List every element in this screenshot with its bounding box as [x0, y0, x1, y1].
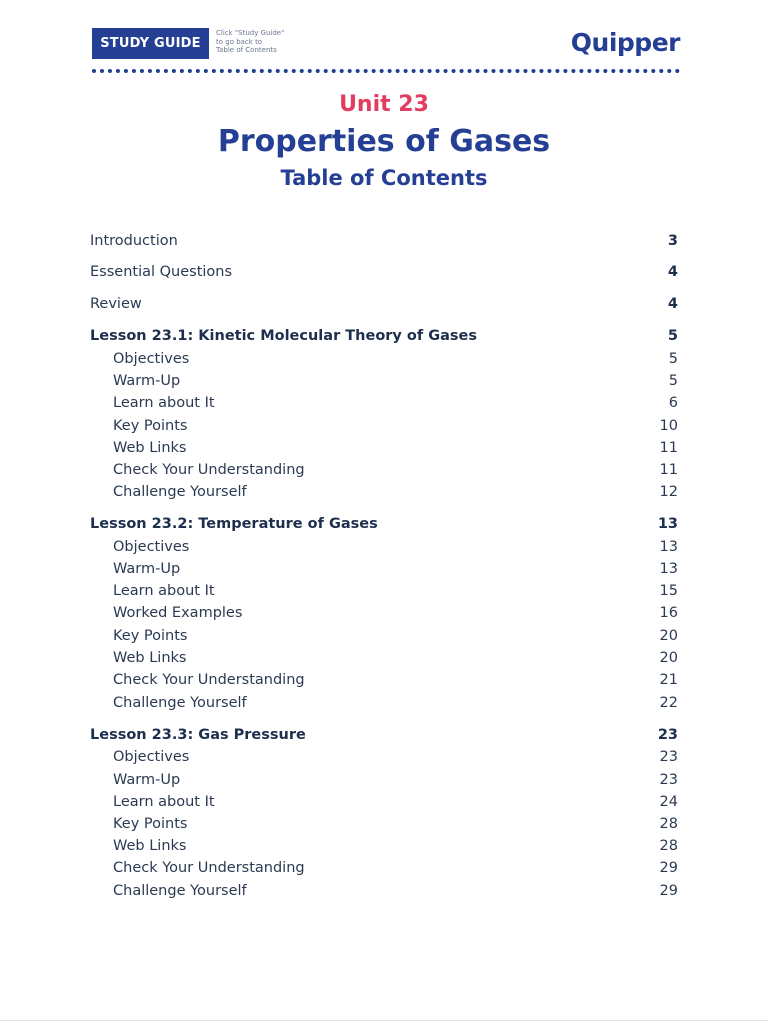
- toc-entry-label: Lesson 23.2: Temperature of Gases: [90, 516, 378, 532]
- toc-page-number: 29: [659, 860, 678, 876]
- toc-page-number: 21: [659, 672, 678, 688]
- toc-subsection-row[interactable]: [113, 370, 678, 392]
- toc-page-number: 13: [659, 539, 678, 555]
- toc-subsection-row[interactable]: [113, 835, 678, 857]
- quipper-logo: Quipper: [570, 28, 680, 57]
- study-guide-hint: [216, 29, 306, 55]
- toc-subsection-row[interactable]: [113, 481, 678, 503]
- toc-page-number: 4: [667, 264, 678, 280]
- toc-entry-label: Web Links: [113, 650, 187, 666]
- toc-subsection-row[interactable]: [113, 625, 678, 647]
- toc-entry-label: Lesson 23.1: Kinetic Molecular Theory of Gases: [90, 328, 478, 344]
- toc-entry-label: Learn about It: [113, 794, 215, 810]
- toc-lesson-row[interactable]: [90, 724, 678, 746]
- toc-page-number: 4: [667, 296, 678, 312]
- unit-label: Unit 23: [339, 92, 429, 117]
- hint-line: Click "Study Guide": [216, 29, 285, 37]
- toc-page-number: 10: [659, 418, 678, 434]
- toc-page-number: 11: [659, 462, 678, 478]
- toc-subsection-row[interactable]: [113, 880, 678, 902]
- toc-subsection-row[interactable]: [113, 536, 678, 558]
- toc-entry-label: Challenge Yourself: [113, 695, 247, 711]
- toc-subsection-row[interactable]: [113, 415, 678, 437]
- toc-page-number: 23: [659, 749, 678, 765]
- toc-page-number: 5: [668, 351, 678, 367]
- toc-page-number: 3: [667, 233, 678, 249]
- header-divider: [92, 69, 680, 74]
- page-bottom-rule: [0, 1020, 768, 1021]
- toc-page-number: 28: [659, 838, 678, 854]
- toc-entry-label: Objectives: [113, 351, 190, 367]
- toc-entry-label: Learn about It: [113, 395, 215, 411]
- toc-page-number: 6: [668, 395, 678, 411]
- toc-page-number: 15: [659, 583, 678, 599]
- study-guide-button[interactable]: STUDY GUIDE: [92, 28, 209, 59]
- toc-page-number: 22: [659, 695, 678, 711]
- toc-subsection-row[interactable]: [113, 437, 678, 459]
- toc-page-number: 28: [659, 816, 678, 832]
- toc-page-number: 5: [667, 328, 678, 344]
- toc-page-number: 16: [659, 605, 678, 621]
- toc-page-number: 23: [657, 727, 678, 743]
- toc-entry-label: Worked Examples: [113, 605, 243, 621]
- toc-entry-label: Warm-Up: [113, 772, 181, 788]
- toc-entry-label: Challenge Yourself: [113, 484, 247, 500]
- toc-title: Table of Contents: [280, 166, 488, 190]
- toc-entry-label: Essential Questions: [90, 264, 233, 280]
- toc-entry-label: Web Links: [113, 838, 187, 854]
- toc-entry-label: Review: [90, 296, 142, 312]
- toc-section-row[interactable]: [90, 230, 678, 252]
- toc-subsection-row[interactable]: [113, 791, 678, 813]
- toc-page-number: 20: [659, 650, 678, 666]
- toc-subsection-row[interactable]: [113, 602, 678, 624]
- toc-page-number: 23: [659, 772, 678, 788]
- toc-entry-label: Warm-Up: [113, 373, 181, 389]
- toc-entry-label: Check Your Understanding: [113, 860, 305, 876]
- toc-subsection-row[interactable]: [113, 459, 678, 481]
- toc-subsection-row[interactable]: [113, 692, 678, 714]
- toc-page-number: 20: [659, 628, 678, 644]
- toc-subsection-row[interactable]: [113, 857, 678, 879]
- toc-entry-label: Objectives: [113, 749, 190, 765]
- hint-line: to go back to: [216, 37, 263, 46]
- toc-subsection-row[interactable]: [113, 580, 678, 602]
- toc-entry-label: Lesson 23.3: Gas Pressure: [90, 727, 306, 743]
- toc-page-number: 29: [659, 883, 678, 899]
- hint-line: Table of Contents: [216, 46, 277, 55]
- toc-section-row[interactable]: [90, 261, 678, 283]
- toc-entry-label: Warm-Up: [113, 561, 181, 577]
- toc-lesson-row[interactable]: [90, 513, 678, 535]
- toc-page-number: 12: [659, 484, 678, 500]
- toc-section-row[interactable]: [90, 293, 678, 315]
- toc-entry-label: Challenge Yourself: [113, 883, 247, 899]
- toc-entry-label: Introduction: [90, 233, 178, 249]
- toc-page-number: 11: [659, 440, 678, 456]
- toc-subsection-row[interactable]: [113, 647, 678, 669]
- toc-entry-label: Key Points: [113, 628, 188, 644]
- toc-page-number: 13: [659, 561, 678, 577]
- toc-subsection-row[interactable]: [113, 392, 678, 414]
- toc-entry-label: Objectives: [113, 539, 190, 555]
- toc-subsection-row[interactable]: [113, 348, 678, 370]
- toc-entry-label: Check Your Understanding: [113, 672, 305, 688]
- toc-subsection-row[interactable]: [113, 769, 678, 791]
- toc-entry-label: Check Your Understanding: [113, 462, 305, 478]
- toc-subsection-row[interactable]: [113, 669, 678, 691]
- toc-entry-label: Learn about It: [113, 583, 215, 599]
- toc-entry-label: Key Points: [113, 816, 188, 832]
- toc-page-number: 24: [659, 794, 678, 810]
- toc-page-number: 5: [668, 373, 678, 389]
- toc-lesson-row[interactable]: [90, 325, 678, 347]
- toc-subsection-row[interactable]: [113, 813, 678, 835]
- toc-subsection-row[interactable]: [113, 746, 678, 768]
- toc-entry-label: Key Points: [113, 418, 188, 434]
- page-header: [92, 28, 680, 76]
- toc-page-number: 13: [657, 516, 678, 532]
- toc-entry-label: Web Links: [113, 440, 187, 456]
- toc-subsection-row[interactable]: [113, 558, 678, 580]
- page-title: Properties of Gases: [217, 124, 551, 159]
